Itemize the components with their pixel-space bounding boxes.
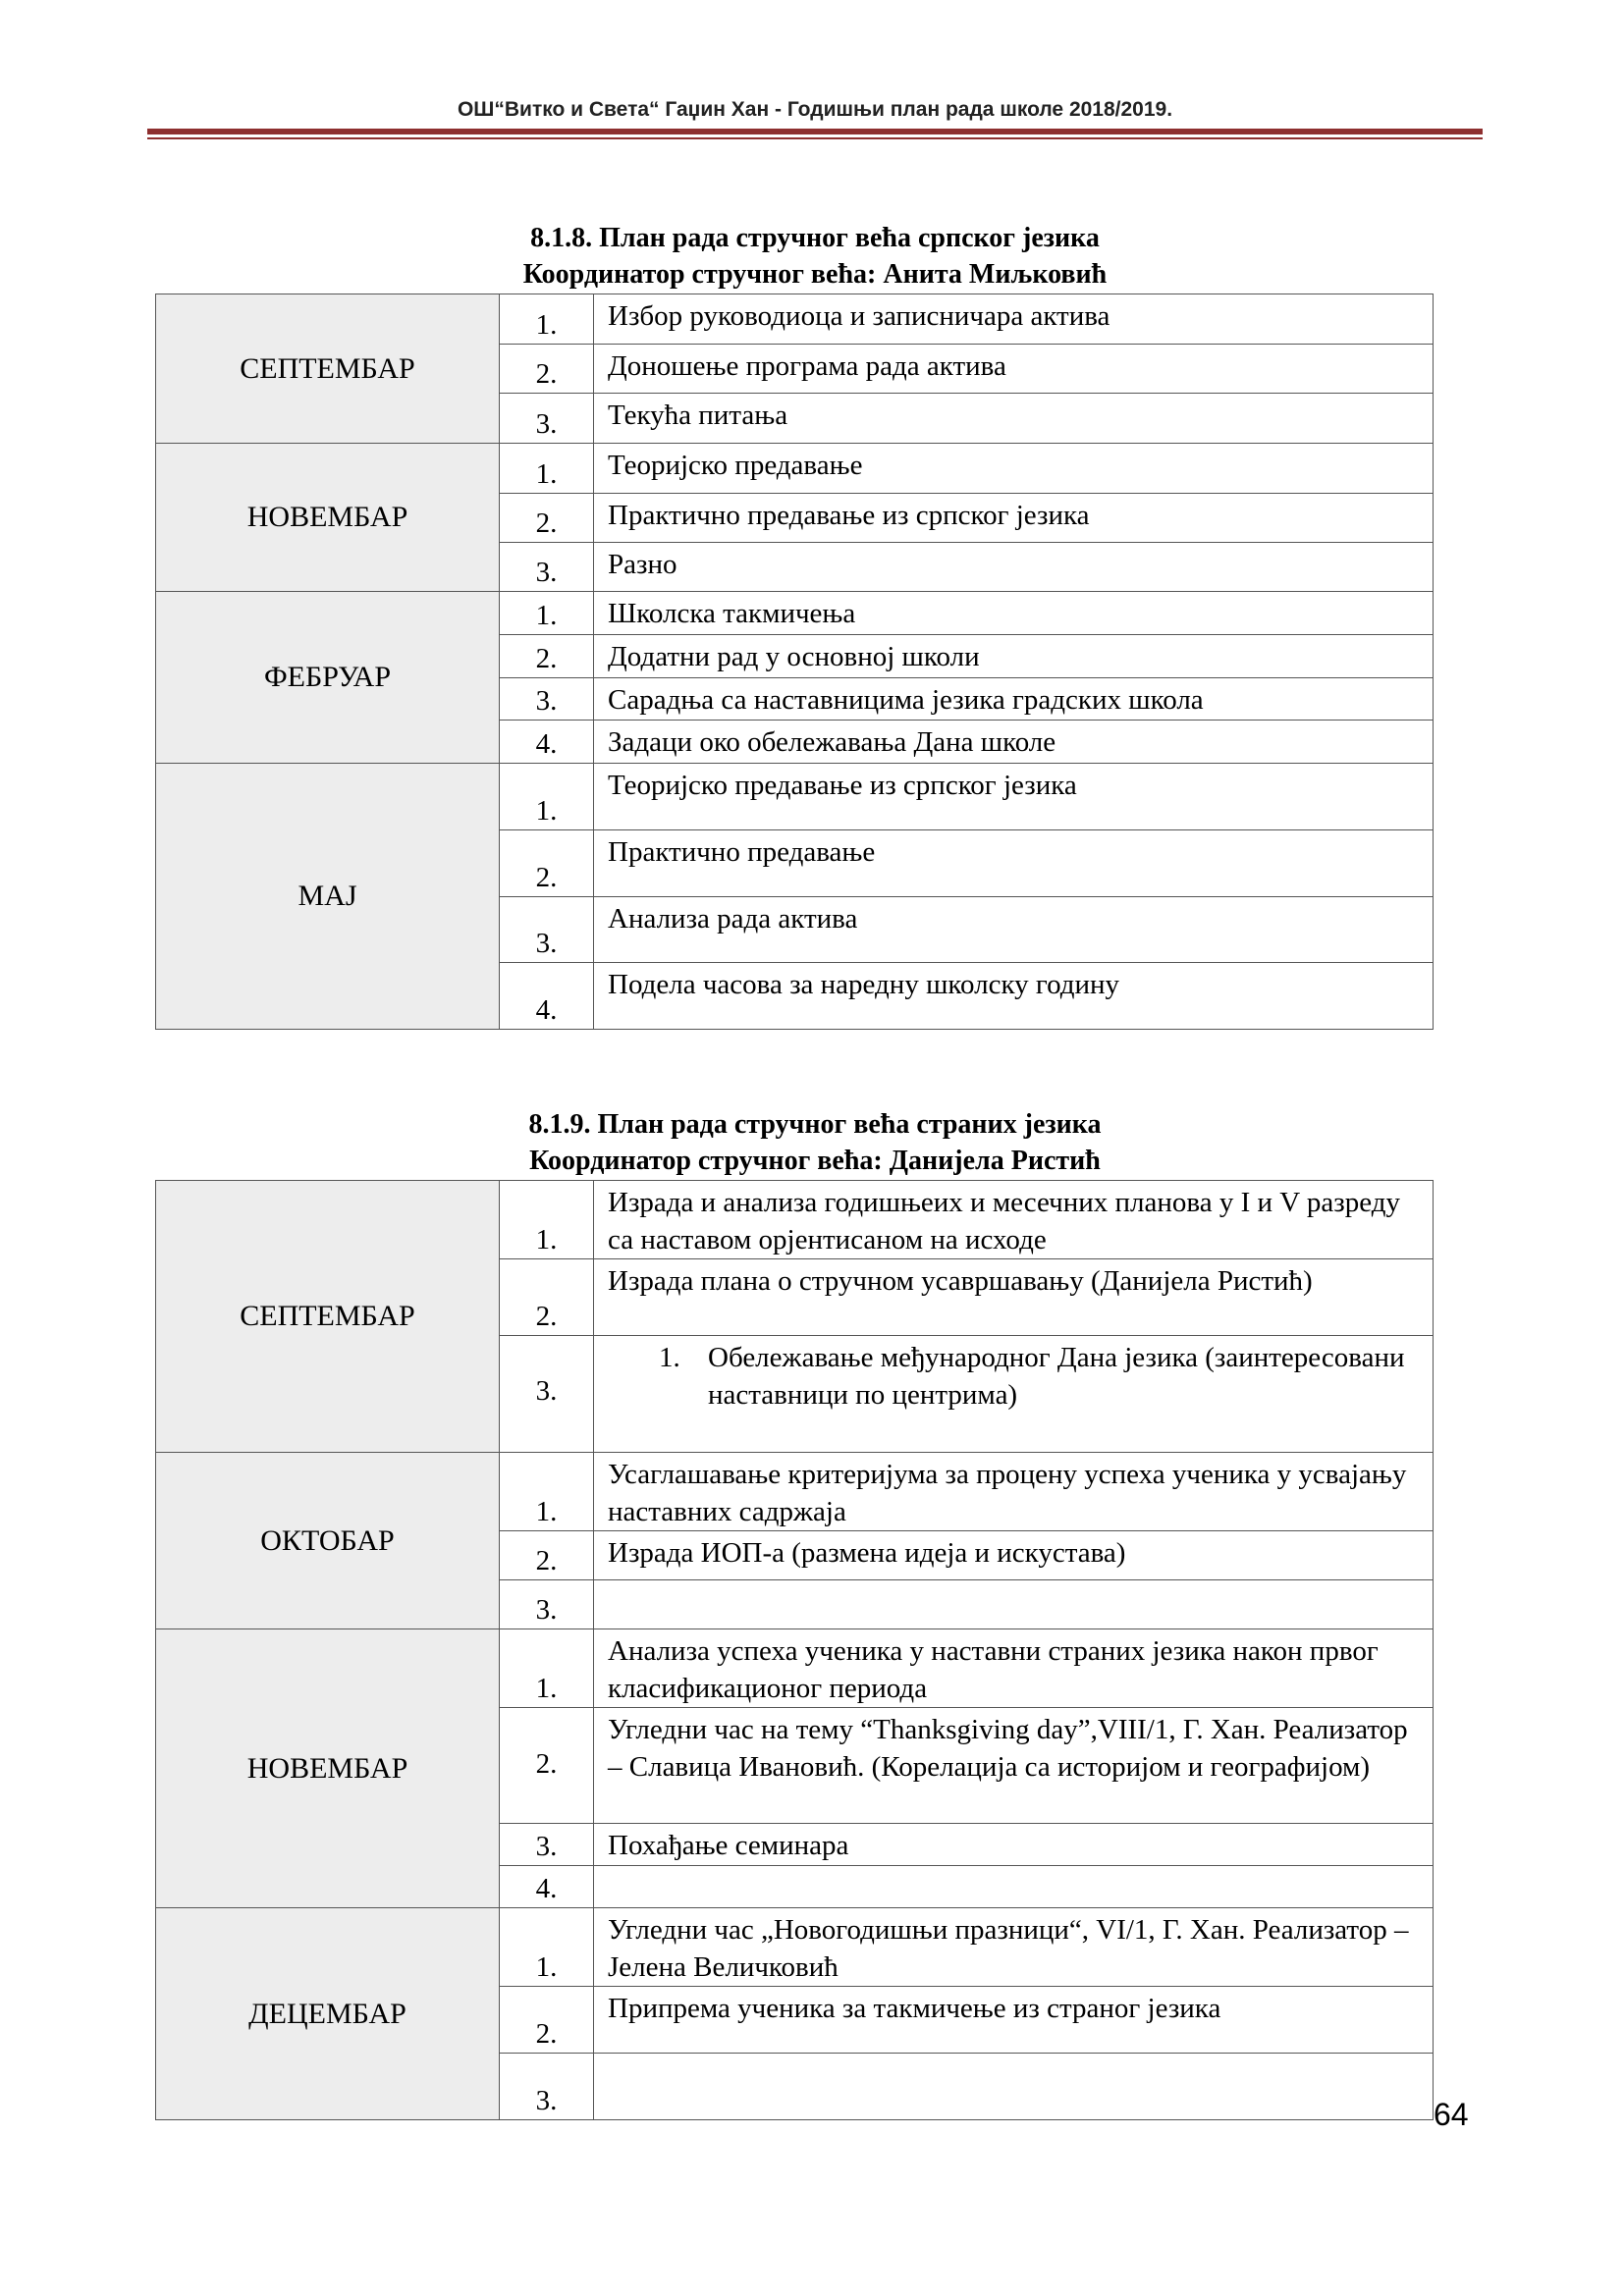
table-row [156, 1629, 1434, 1708]
item-number: 4. [535, 728, 558, 760]
item-number: 3. [535, 2085, 558, 2116]
item-number: 1. [535, 1496, 558, 1527]
item-text: Усаглашавање критеријума за процену успеха ученика у усвајању наставних садржаја [594, 1453, 1434, 1531]
item-text: Избор руководиоца и записничара актива [594, 294, 1434, 345]
header-rule-thick [147, 129, 1483, 134]
item-text: Израда плана о стручном усавршавању (Данијела Ристић) [594, 1259, 1434, 1336]
item-text: Практично предавање [594, 830, 1434, 897]
sub-list-marker: 1. [659, 1342, 680, 1373]
item-number: 4. [535, 994, 558, 1026]
item-text: Задаци око обележавања Дана школе [594, 721, 1434, 764]
item-text: Припрема ученика за такмичење из страног језика [594, 1987, 1434, 2054]
section-title: 8.1.9. План рада стручног већа страних језика [528, 1109, 1102, 1140]
item-text: Додатни рад у основној школи [594, 635, 1434, 678]
month-cell: ОКТОБАР [156, 1453, 500, 1629]
item-text [594, 2054, 1434, 2120]
item-text: Сарадња са наставницима језика градских школа [594, 678, 1434, 721]
item-number: 1. [535, 795, 558, 827]
header-rule-thin [147, 137, 1483, 139]
item-number: 2. [535, 2018, 558, 2050]
table-row [156, 1453, 1434, 1531]
item-number: 2. [535, 1301, 558, 1332]
item-number: 1. [535, 458, 558, 490]
item-number: 1. [535, 1951, 558, 1983]
month-cell: ФЕБРУАР [156, 592, 500, 764]
month-cell: СЕПТЕМБАР [156, 1181, 500, 1453]
section-coordinator: Координатор стручног већа: Анита Миљковић [522, 259, 1108, 290]
item-text: Израда и анализа годишњеих и месечних планова у I и V разреду са наставом орјентисаном на исходе [594, 1181, 1434, 1259]
item-text [594, 1866, 1434, 1908]
item-number: 2. [535, 507, 558, 539]
item-text: Обележавање међународног Дана језика (заинтересовани наставници по центрима) [708, 1342, 1405, 1411]
item-number: 3. [535, 1831, 558, 1862]
item-number: 1. [535, 600, 558, 631]
item-text-with-sublist [594, 1336, 1434, 1453]
month-cell: НОВЕМБАР [156, 444, 500, 592]
item-text: Угледни час на тему “Thanksgiving day”,VIII/1, Г. Хан. Реализатор – Славица Ивановић. (Корелација са историјом и географијом) [594, 1708, 1434, 1824]
table-row [156, 764, 1434, 830]
item-number: 1. [535, 1224, 558, 1255]
item-text: Разно [594, 543, 1434, 592]
item-number: 2. [535, 358, 558, 390]
item-text: Теоријско предавање [594, 444, 1434, 494]
month-cell: ДЕЦЕМБАР [156, 1908, 500, 2120]
sub-list-item [608, 1339, 1421, 1414]
item-number: 3. [535, 557, 558, 588]
item-text: Доношење програма рада актива [594, 345, 1434, 394]
item-text: Израда ИОП-а (размена идеја и искустава) [594, 1531, 1434, 1580]
table-row [156, 1181, 1434, 1259]
item-number: 2. [535, 643, 558, 674]
item-text: Практично предавање из српског језика [594, 494, 1434, 543]
item-number: 3. [535, 408, 558, 440]
table-row [156, 444, 1434, 494]
item-text: Анализа успеха ученика у наставни страних језика након првог класификационог периода [594, 1629, 1434, 1708]
item-number: 2. [535, 1748, 558, 1780]
item-text: Анализа рада актива [594, 897, 1434, 963]
item-number: 2. [535, 1545, 558, 1576]
month-cell: НОВЕМБАР [156, 1629, 500, 1908]
month-cell: СЕПТЕМБАР [156, 294, 500, 444]
month-cell: МАЈ [156, 764, 500, 1030]
table-row [156, 294, 1434, 345]
item-text: Подела часова за наредну школску годину [594, 963, 1434, 1030]
item-number: 1. [535, 309, 558, 341]
table-row [156, 592, 1434, 635]
item-number: 3. [535, 1375, 558, 1407]
running-head: ОШ“Витко и Света“ Гаџин Хан - Годишњи план рада школе 2018/2019. [457, 98, 1173, 121]
item-text: Школска такмичења [594, 592, 1434, 635]
table-row [156, 1908, 1434, 1987]
item-number: 1. [535, 1673, 558, 1704]
item-text [594, 1580, 1434, 1629]
item-number: 3. [535, 1594, 558, 1626]
item-number: 4. [535, 1873, 558, 1904]
section-title: 8.1.8. План рада стручног већа српског језика [530, 223, 1100, 253]
plan-table-foreign-languages [155, 1180, 1434, 2120]
item-text: Угледни час „Новогодишњи празници“, VI/1, Г. Хан. Реализатор – Јелена Величковић [594, 1908, 1434, 1987]
item-text: Похађање семинара [594, 1824, 1434, 1866]
item-number: 2. [535, 862, 558, 893]
item-number: 3. [535, 685, 558, 717]
plan-table-serbian [155, 294, 1434, 1030]
item-text: Теоријско предавање из српског језика [594, 764, 1434, 830]
section-coordinator: Координатор стручног већа: Данијела Ристић [529, 1146, 1101, 1176]
item-number: 3. [535, 928, 558, 959]
item-text: Текућа питања [594, 394, 1434, 444]
page-number: 64 [1434, 2097, 1469, 2132]
